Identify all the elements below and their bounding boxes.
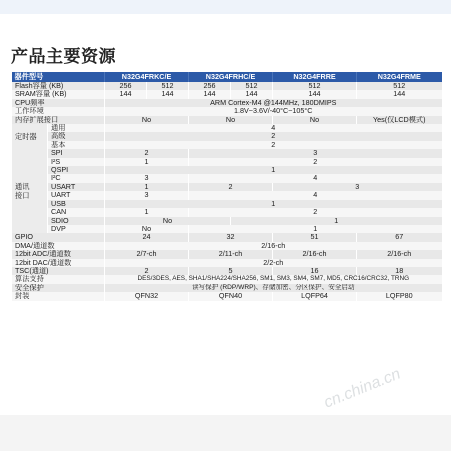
cell: 1 [105, 200, 442, 208]
cell: 4 [189, 191, 442, 199]
table-row [12, 267, 442, 275]
row-label: 高级 [48, 132, 105, 140]
top-band [0, 0, 451, 14]
row-label: SRAM容量 (KB) [12, 90, 105, 98]
cell: 1 [105, 208, 189, 216]
table-row [12, 284, 442, 292]
cell: QFN40 [189, 292, 273, 300]
page-title: 产品主要资源 [11, 47, 116, 66]
cell: 256 [189, 82, 231, 90]
cell: 1.8V~3.6V/-40°C~105°C [105, 107, 442, 115]
table-row [12, 132, 442, 140]
cell: 144 [147, 90, 189, 98]
row-label: 12bit DAC/通道数 [12, 259, 105, 267]
cell: 2 [105, 149, 189, 157]
table-row [12, 191, 442, 199]
table-row [12, 174, 442, 182]
table-row [12, 233, 442, 241]
cell: 2 [189, 158, 442, 166]
cell: 512 [147, 82, 189, 90]
table-row [12, 183, 442, 191]
row-label: CAN [48, 208, 105, 216]
cell: 24 [105, 233, 189, 241]
table-row [12, 250, 442, 258]
table-row [12, 99, 442, 107]
cell: 2/16-ch [105, 242, 442, 250]
group-label-timer: 定时器 [12, 124, 48, 149]
cell: 32 [189, 233, 273, 241]
cell: 3 [105, 191, 189, 199]
cell: 2 [189, 208, 442, 216]
cell: 4 [189, 174, 442, 182]
cell: No [105, 116, 189, 124]
cell: 3 [189, 149, 442, 157]
header-model-2: N32G4FRHC/E [189, 72, 273, 82]
cell: 1 [105, 158, 189, 166]
cell: 144 [105, 90, 147, 98]
cell: 144 [189, 90, 231, 98]
cell: 51 [273, 233, 357, 241]
group-label-comm: 通讯 接口 [12, 149, 48, 233]
row-label: GPIO [12, 233, 105, 241]
row-label: 工作环境 [12, 107, 105, 115]
cell: 2/16-ch [273, 250, 357, 258]
cell: 2 [105, 267, 189, 275]
cell: No [105, 217, 231, 225]
cell: LQFP64 [273, 292, 357, 300]
cell: 2 [189, 183, 273, 191]
cell: QFN32 [105, 292, 189, 300]
cell: 144 [273, 90, 357, 98]
table-row [12, 116, 442, 124]
cell: 2/11-ch [189, 250, 273, 258]
cell: 1 [105, 166, 442, 174]
header-model-1: N32G4FRKC/E [105, 72, 189, 82]
table-row [12, 149, 442, 157]
table-row [12, 242, 442, 250]
row-label: Flash容量 (KB) [12, 82, 105, 90]
cell: ARM Cortex-M4 @144MHz, 180DMIPS [105, 99, 442, 107]
row-label: I²S [48, 158, 105, 166]
cell: 512 [357, 82, 442, 90]
cell: No [105, 225, 189, 233]
cell: 16 [273, 267, 357, 275]
table-row [12, 275, 442, 283]
row-label: 基本 [48, 141, 105, 149]
cell: 读写保护 (RDP/WRP)、存储加密、分区保护、安全启动 [105, 284, 442, 292]
row-label: CPU频率 [12, 99, 105, 107]
table-row [12, 217, 442, 225]
row-label: DMA/通道数 [12, 242, 105, 250]
table-row [12, 158, 442, 166]
table-row [12, 200, 442, 208]
cell: 3 [273, 183, 442, 191]
row-label: SPI [48, 149, 105, 157]
cell: No [189, 116, 273, 124]
header-model-3: N32G4FRRE [273, 72, 357, 82]
cell: 3 [105, 174, 189, 182]
table-row [12, 82, 442, 90]
cell: 256 [105, 82, 147, 90]
row-label: UART [48, 191, 105, 199]
cell: 144 [357, 90, 442, 98]
resource-table [11, 72, 442, 301]
row-label: SDIO [48, 217, 105, 225]
cell: 2 [105, 141, 442, 149]
row-label: TSC(通道) [12, 267, 105, 275]
cell: 144 [231, 90, 273, 98]
cell: LQFP80 [357, 292, 442, 300]
cell: 18 [357, 267, 442, 275]
row-label: 算法支持 [12, 275, 105, 283]
header-device-model: 器件型号 [12, 72, 105, 82]
table-row [12, 225, 442, 233]
row-label: DVP [48, 225, 105, 233]
cell: No [273, 116, 357, 124]
cell: 5 [189, 267, 273, 275]
cell: 1 [105, 183, 189, 191]
cell: 2/7-ch [105, 250, 189, 258]
cell: 67 [357, 233, 442, 241]
cell: 1 [189, 225, 442, 233]
row-label: QSPI [48, 166, 105, 174]
table-row [12, 292, 442, 300]
table-row [12, 124, 442, 132]
row-label: 内存扩展接口 [12, 116, 105, 124]
table-row [12, 259, 442, 267]
table-row [12, 166, 442, 174]
cell: 4 [105, 124, 442, 132]
row-label: 安全保护 [12, 284, 105, 292]
table-row [12, 141, 442, 149]
cell: 2 [105, 132, 442, 140]
cell: 512 [231, 82, 273, 90]
cell: DES/3DES, AES, SHA1/SHA224/SHA256, SM1, SM3, SM4, SM7, MD5, CRC16/CRC32, TRNG [105, 275, 442, 283]
cell: 2/2-ch [105, 259, 442, 267]
cell: 1 [231, 217, 442, 225]
header-model-4: N32G4FRME [357, 72, 442, 82]
table-row [12, 208, 442, 216]
row-label: 通用 [48, 124, 105, 132]
bottom-band [0, 415, 451, 451]
row-label: 封装 [12, 292, 105, 300]
row-label: I²C [48, 174, 105, 182]
watermark-text: cn.china.cn [321, 365, 403, 412]
row-label: USART [48, 183, 105, 191]
cell: Yes(仅LCD模式) [357, 116, 442, 124]
row-label: 12bit ADC/通道数 [12, 250, 105, 258]
cell: 2/16-ch [357, 250, 442, 258]
row-label: USB [48, 200, 105, 208]
table-row [12, 90, 442, 98]
table-row [12, 107, 442, 115]
table-header-row [12, 72, 442, 82]
cell: 512 [273, 82, 357, 90]
